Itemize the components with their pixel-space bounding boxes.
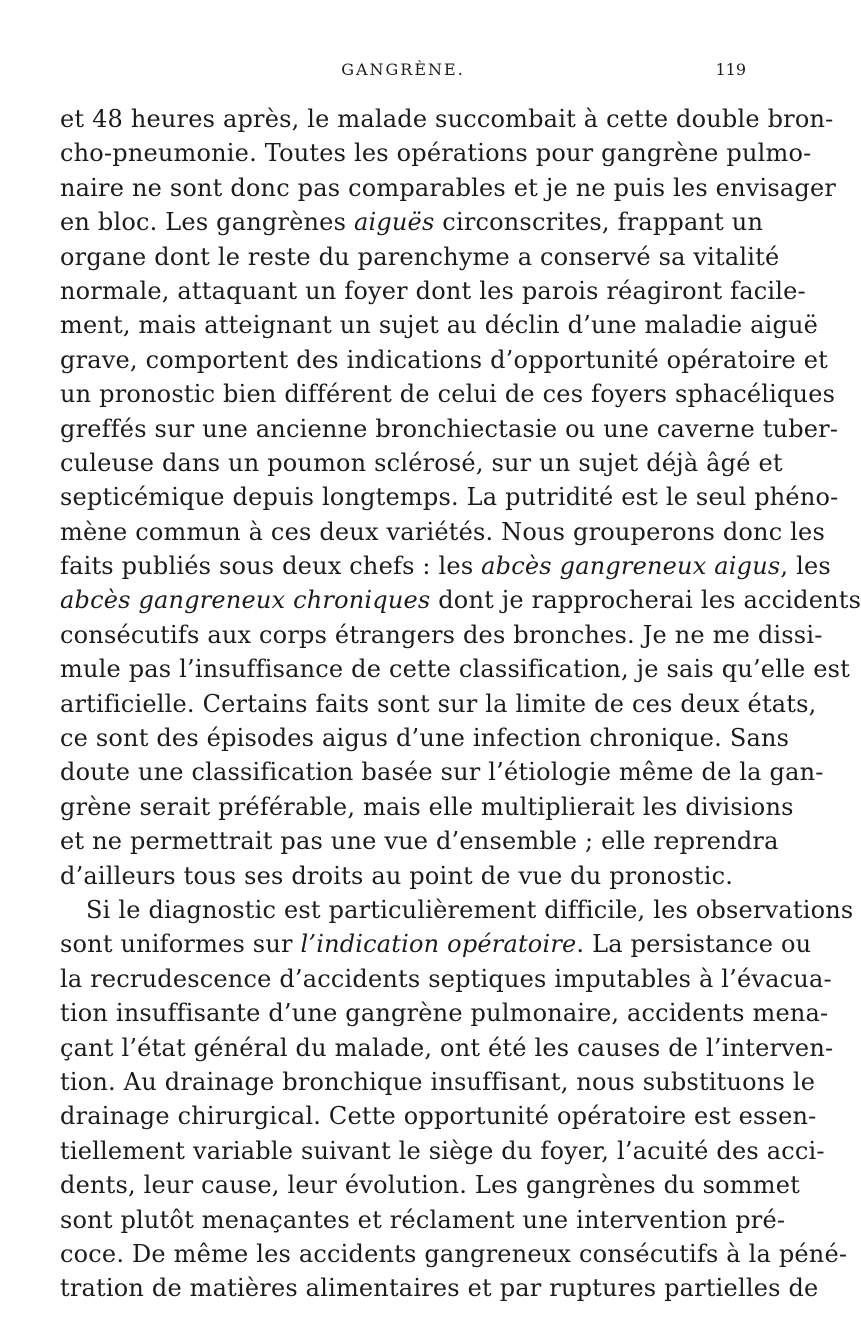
- text-run: çant l’état général du malade, ont été les causes de l’interven-: [60, 1033, 834, 1062]
- text-line: [60, 1237, 848, 1271]
- text-line: [60, 1168, 800, 1202]
- text-run: . La persistance ou: [576, 930, 812, 959]
- text-line: [60, 1203, 786, 1237]
- text-run: doute une classification basée sur l’étiologie même de la gan-: [60, 758, 824, 787]
- text-run: ce sont des épisodes aigus d’une infection chronique. Sans: [60, 724, 790, 753]
- text-line: [60, 652, 850, 686]
- text-run: grène serait préférable, mais elle multiplierait les divisions: [60, 792, 794, 821]
- running-title: GANGRÈNE.: [341, 60, 465, 79]
- text-line: [60, 755, 824, 789]
- text-line: [60, 515, 825, 549]
- text-run: tion insuffisante d’une gangrène pulmonaire, accidents mena-: [60, 999, 829, 1028]
- italic-phrase: abcès gangreneux chroniques: [60, 586, 431, 615]
- text-run: ment, mais atteignant un sujet au déclin d’une maladie aiguë: [60, 311, 819, 340]
- text-line: [60, 583, 861, 617]
- text-run: coce. De même les accidents gangreneux consécutifs à la péné-: [60, 1239, 848, 1268]
- text-run: greffés sur une ancienne bronchiectasie ou une caverne tuber-: [60, 414, 839, 443]
- text-run: grave, comportent des indications d’opportunité opératoire et: [60, 345, 829, 374]
- text-run: faits publiés sous deux chefs : les: [60, 552, 482, 581]
- text-line: [60, 549, 831, 583]
- text-run: sont plutôt menaçantes et réclament une intervention pré-: [60, 1205, 786, 1234]
- text-line: [60, 343, 829, 377]
- italic-phrase: l’indication opératoire: [300, 930, 577, 959]
- text-line: [60, 927, 812, 961]
- body-text: [60, 102, 861, 1306]
- text-run: tion. Au drainage bronchique insuffisant, nous substituons le: [60, 1067, 816, 1096]
- text-line: [60, 721, 790, 755]
- text-line: [60, 480, 839, 514]
- italic-phrase: aiguës: [353, 208, 435, 237]
- page-header: [60, 60, 746, 88]
- text-run: mule pas l’insuffisance de cette classification, je sais qu’elle est: [60, 655, 850, 684]
- text-line: [60, 996, 829, 1030]
- text-run: mène commun à ces deux variétés. Nous grouperons donc les: [60, 517, 825, 546]
- text-run: dont je rapprocherai les accidents: [430, 586, 861, 615]
- text-line: [60, 308, 819, 342]
- text-run: organe dont le reste du parenchyme a conservé sa vitalité: [60, 242, 780, 271]
- text-line: [60, 687, 817, 721]
- text-line: [60, 1134, 825, 1168]
- text-run: Si le diagnostic est particulièrement difficile, les observations: [86, 895, 854, 924]
- text-run: et 48 heures après, le malade succombait à cette double bron-: [60, 105, 834, 133]
- text-line: [60, 790, 794, 824]
- text-run: et ne permettrait pas une vue d’ensemble ; elle reprendra: [60, 827, 779, 856]
- page-number: 119: [715, 60, 746, 79]
- text-line: [60, 824, 779, 858]
- text-line: [60, 171, 837, 205]
- text-line: [60, 618, 823, 652]
- text-run: dents, leur cause, leur évolution. Les gangrènes du sommet: [60, 1171, 800, 1200]
- text-line: [60, 205, 764, 239]
- italic-phrase: abcès gangreneux aigus: [481, 552, 781, 581]
- text-line: [60, 859, 746, 893]
- text-line: [60, 962, 832, 996]
- text-line: [60, 240, 780, 274]
- text-run: la recrudescence d’accidents septiques imputables à l’évacua-: [60, 964, 832, 993]
- text-run: , les: [780, 552, 831, 581]
- text-run: consécutifs aux corps étrangers des bronches. Je ne me dissi-: [60, 620, 823, 649]
- text-line: [60, 1065, 816, 1099]
- text-run: septicémique depuis longtemps. La putridité est le seul phéno-: [60, 483, 839, 512]
- text-line: [60, 1099, 817, 1133]
- text-run: d’ailleurs tous ses droits au point de vue du pronostic.: [60, 861, 734, 890]
- text-line: [60, 893, 854, 927]
- text-line: [60, 446, 783, 480]
- text-run: sont uniformes sur: [60, 930, 301, 959]
- text-run: cho-pneumonie. Toutes les opérations pour gangrène pulmo-: [60, 139, 812, 168]
- text-line: [60, 1031, 834, 1065]
- text-line: [60, 377, 836, 411]
- text-run: drainage chirurgical. Cette opportunité opératoire est essen-: [60, 1102, 817, 1131]
- text-run: en bloc. Les gangrènes: [60, 208, 354, 237]
- text-run: tiellement variable suivant le siège du foyer, l’acuité des acci-: [60, 1136, 825, 1165]
- text-run: naire ne sont donc pas comparables et je ne puis les envisager: [60, 173, 837, 202]
- text-line: [60, 412, 839, 446]
- text-run: un pronostic bien différent de celui de ces foyers sphacéliques: [60, 380, 836, 409]
- text-line: [60, 274, 806, 308]
- text-run: circonscrites, frappant un: [434, 208, 764, 237]
- text-line: [60, 136, 812, 170]
- text-run: normale, attaquant un foyer dont les parois réagiront facile-: [60, 276, 806, 305]
- text-line: [60, 1271, 819, 1305]
- text-run: tration de matières alimentaires et par ruptures partielles de: [60, 1274, 819, 1303]
- text-line: [60, 102, 834, 136]
- text-run: culeuse dans un poumon sclérosé, sur un sujet déjà âgé et: [60, 448, 783, 477]
- text-run: artificielle. Certains faits sont sur la limite de ces deux états,: [60, 689, 817, 718]
